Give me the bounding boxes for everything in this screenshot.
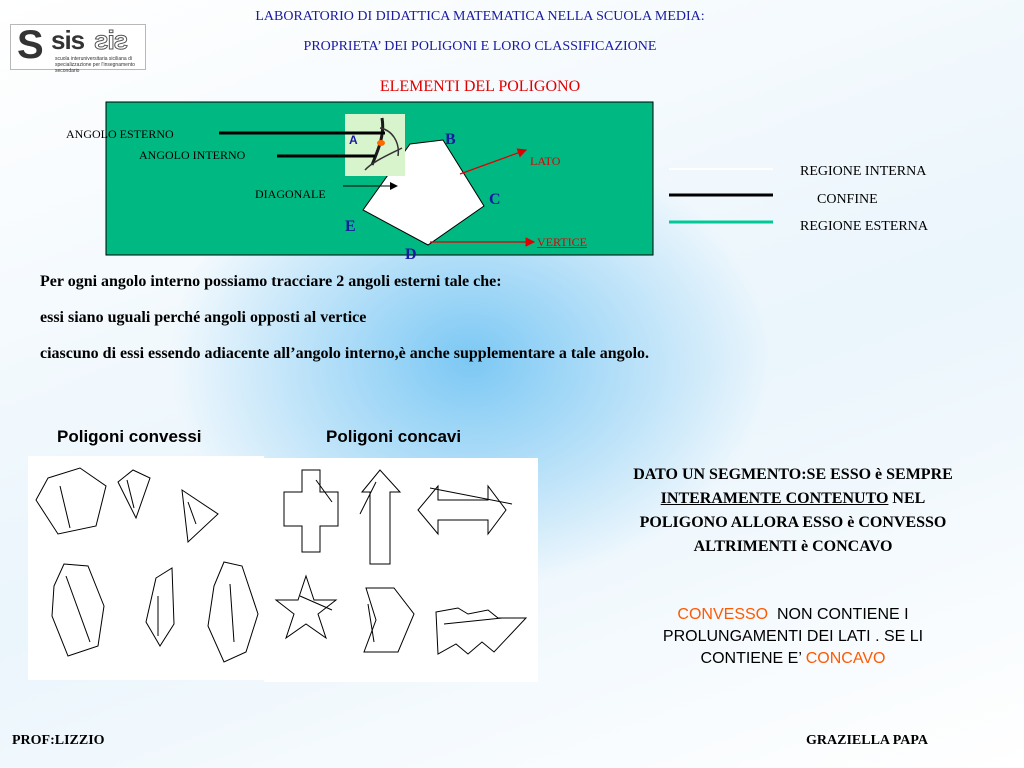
logo-name: sis <box>51 25 85 55</box>
label-angolo-interno: ANGOLO INTERNO <box>139 148 246 162</box>
concave-title: Poligoni concavi <box>326 427 462 446</box>
label-diagonale: DIAGONALE <box>255 187 326 201</box>
paragraph-line-1: Per ogni angolo interno possiamo tracciare 2 angoli esterni tale che: <box>40 273 502 290</box>
sis-logo <box>10 23 146 74</box>
vertex-label-a: A <box>349 133 358 147</box>
convexity-definition <box>622 463 964 559</box>
note-concavo: CONCAVO <box>805 650 886 667</box>
concave-polygons-panel <box>264 458 538 682</box>
polygon-elements-diagram <box>0 95 1024 270</box>
angle-dot <box>377 140 385 146</box>
vertex-label-d: D <box>405 246 417 263</box>
logo-name-mirrored: sis <box>95 25 129 55</box>
footer-right: GRAZIELLA PAPA <box>806 733 928 748</box>
header-title: LABORATORIO DI DIDATTICA MATEMATICA NELLA SCUOLA MEDIA: <box>255 9 705 24</box>
vertex-label-c: C <box>489 191 501 208</box>
label-vertice: VERTICE <box>537 235 587 249</box>
section-title: ELEMENTI DEL POLIGONO <box>379 78 581 95</box>
definition-part-2: NEL POLIGONO ALLORA ESSO è CONVESSO ALTRIMENTI è CONCAVO <box>639 490 947 555</box>
paragraph-line-3: ciascuno di essi essendo adiacente all’angolo interno,è anche supplementare a tale angolo. <box>40 345 650 362</box>
convex-polygons-panel <box>28 456 264 680</box>
label-angolo-esterno: ANGOLO ESTERNO <box>66 127 174 141</box>
vertex-label-e: E <box>345 218 356 235</box>
convex-title: Poligoni convessi <box>57 427 202 446</box>
definition-part-1: DATO UN SEGMENTO:SE ESSO è SEMPRE <box>633 466 953 483</box>
legend-swatches <box>665 160 780 230</box>
vertex-label-b: B <box>445 131 456 148</box>
note-text: NON CONTIENE I PROLUNGAMENTI DEI LATI . SE LI CONTIENE E’ <box>662 606 928 667</box>
logo-tagline: scuola interuniversitaria siciliana di specializzazione per l'insegnamento secondario <box>55 56 135 74</box>
legend-regione-interna: REGIONE INTERNA <box>800 164 927 179</box>
legend-confine: CONFINE <box>817 192 878 207</box>
label-lato: LATO <box>530 154 561 168</box>
note-convesso: CONVESSO <box>677 606 769 623</box>
footer-left: PROF:LIZZIO <box>12 733 105 748</box>
header-subtitle: PROPRIETA’ DEI POLIGONI E LORO CLASSIFICAZIONE <box>303 39 657 54</box>
legend-regione-esterna: REGIONE ESTERNA <box>800 219 928 234</box>
convesso-note <box>622 604 964 670</box>
paragraph-line-2: essi siano uguali perché angoli opposti al vertice <box>40 309 367 326</box>
definition-underlined: INTERAMENTE CONTENUTO <box>660 490 889 507</box>
logo-letter: S <box>17 23 44 67</box>
